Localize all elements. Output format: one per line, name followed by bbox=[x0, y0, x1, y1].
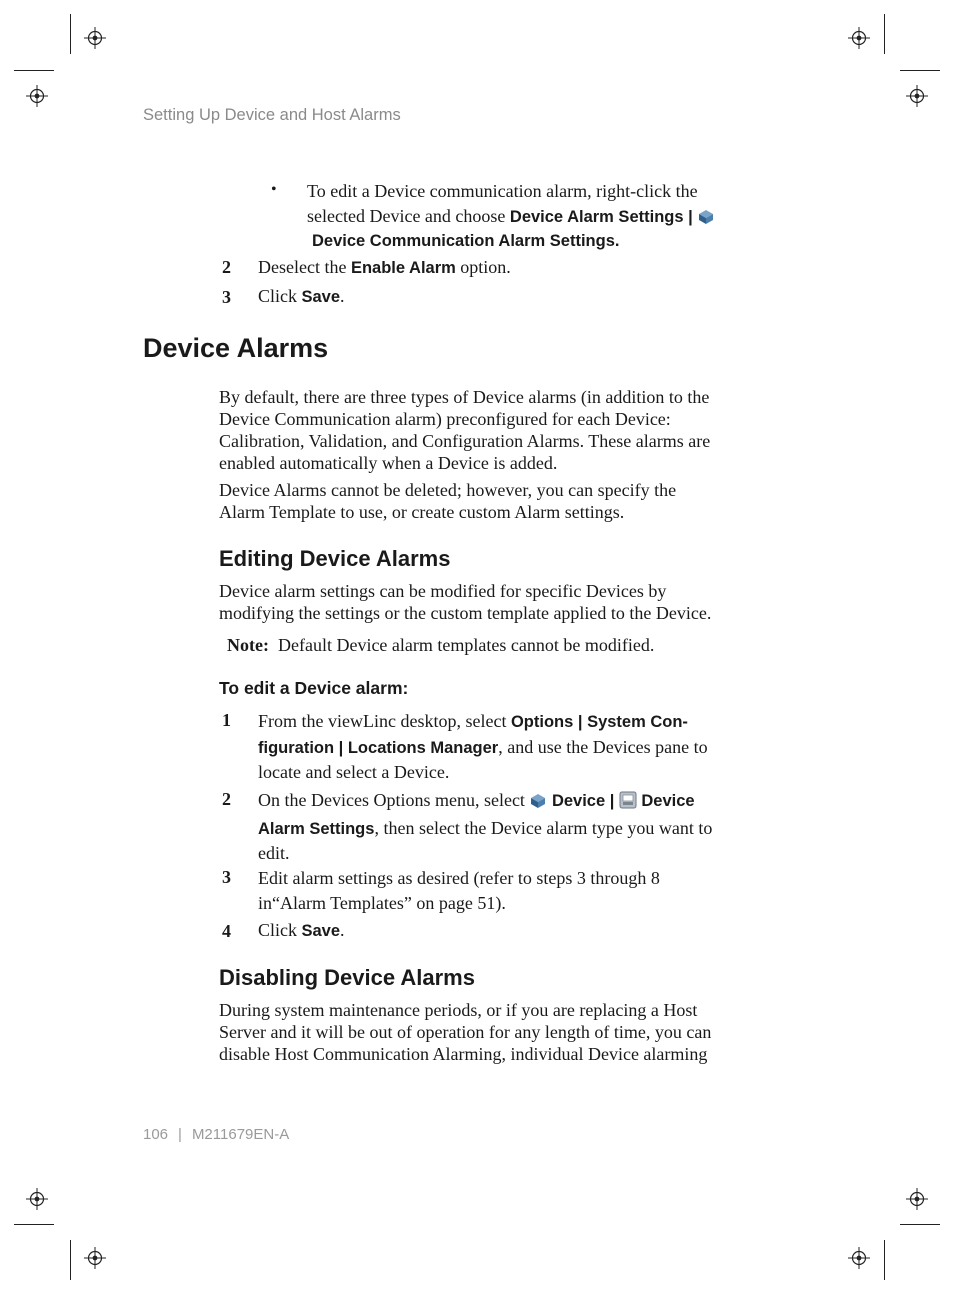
paragraph: Device alarm settings can be modified for specific Devices by modifying the settings or the custom template applied to the Device. bbox=[219, 581, 712, 623]
bullet-marker: • bbox=[271, 181, 277, 198]
crop-mark-bottom-right-h bbox=[900, 1224, 940, 1225]
step-text: On the Devices Options menu, select Device | Device Alarm Settings, then select the Device alarm type you want to edit. bbox=[258, 790, 713, 863]
option-name: Enable Alarm bbox=[350, 259, 456, 277]
crop-mark-bottom-right-v bbox=[884, 1240, 885, 1280]
menu-path: Device bbox=[641, 792, 695, 810]
subsection-title: Editing Device Alarms bbox=[219, 546, 451, 571]
intro-bullet-line-3 bbox=[312, 229, 619, 252]
intro-bullet-line-2 bbox=[307, 205, 715, 230]
footer-separator: | bbox=[178, 1126, 182, 1143]
note bbox=[227, 634, 654, 656]
device-alarm-icon bbox=[697, 208, 715, 230]
paragraph: During system maintenance periods, or if you are replacing a Host Server and it will be out of operation for any length of time, you can disable Host Communication Alarming, individual Device alarming bbox=[219, 1000, 712, 1064]
registration-target-icon bbox=[26, 85, 48, 107]
step-number: 2 bbox=[222, 257, 231, 277]
page-number: 106 bbox=[143, 1126, 169, 1143]
step-text: Click Save. bbox=[258, 286, 345, 306]
menu-path: figuration | Locations Manager bbox=[258, 738, 499, 757]
registration-target-icon bbox=[26, 1188, 48, 1210]
device-icon bbox=[529, 791, 547, 816]
step-number: 3 bbox=[222, 287, 231, 307]
menu-path: Device Alarm Settings | bbox=[509, 208, 693, 226]
step-text: Edit alarm settings as desired (refer to steps 3 through 8 in“Alarm Templates” on page 51). bbox=[258, 868, 660, 913]
paragraph: By default, there are three types of Device alarms (in addition to the Device Communication alarm) preconfigured for each Device: Calibration, Validation, and Configuration Alarms. These alarms are enabled automatically when a Device is added. bbox=[219, 387, 711, 473]
step-number: 1 bbox=[222, 710, 231, 730]
step-text: From the viewLinc desktop, select Options | System Con- figuration | Locations Manager, and use the Devices pane to locate and select a Device. bbox=[258, 711, 708, 782]
crop-mark-bottom-left-h bbox=[14, 1224, 54, 1225]
crop-mark-top-right-h bbox=[900, 70, 940, 71]
step-number: 3 bbox=[222, 867, 231, 887]
step-number: 4 bbox=[222, 921, 231, 941]
subsection-title: Disabling Device Alarms bbox=[219, 965, 475, 990]
menu-path: Alarm Settings bbox=[258, 819, 375, 838]
button-name: Save bbox=[301, 922, 341, 940]
alarm-settings-icon bbox=[619, 791, 637, 816]
registration-target-icon bbox=[84, 27, 106, 49]
menu-path: Device Communication Alarm Settings. bbox=[312, 232, 620, 250]
menu-path: Device | bbox=[551, 792, 615, 810]
crop-mark-top-left-v bbox=[70, 14, 71, 54]
step-text: Click Save. bbox=[258, 920, 345, 940]
page-footer bbox=[143, 1126, 289, 1143]
crop-mark-top-left-h bbox=[14, 70, 54, 71]
registration-target-icon bbox=[906, 1188, 928, 1210]
intro-bullet-text: To edit a Device communication alarm, right-click the bbox=[307, 181, 698, 201]
menu-path: Options | System Con- bbox=[510, 713, 688, 731]
intro-bullet-text: selected Device and choose bbox=[307, 206, 510, 226]
procedure-title: To edit a Device alarm: bbox=[219, 678, 409, 698]
note-label: Note: bbox=[227, 635, 269, 655]
registration-target-icon bbox=[906, 85, 928, 107]
crop-mark-bottom-left-v bbox=[70, 1240, 71, 1280]
note-text: Default Device alarm templates cannot be modified. bbox=[277, 635, 655, 655]
crop-mark-top-right-v bbox=[884, 14, 885, 54]
paragraph: Device Alarms cannot be deleted; however, you can specify the Alarm Template to use, or create custom Alarm settings. bbox=[219, 480, 677, 522]
step-text: Deselect the Enable Alarm option. bbox=[258, 257, 511, 277]
registration-target-icon bbox=[848, 1247, 870, 1269]
document-id: M211679EN-A bbox=[191, 1126, 290, 1143]
step-number: 2 bbox=[222, 789, 231, 809]
running-head: Setting Up Device and Host Alarms bbox=[143, 106, 401, 124]
section-title: Device Alarms bbox=[143, 333, 329, 363]
intro-bullet-line-1 bbox=[307, 180, 698, 202]
button-name: Save bbox=[301, 288, 341, 306]
registration-target-icon bbox=[848, 27, 870, 49]
registration-target-icon bbox=[84, 1247, 106, 1269]
